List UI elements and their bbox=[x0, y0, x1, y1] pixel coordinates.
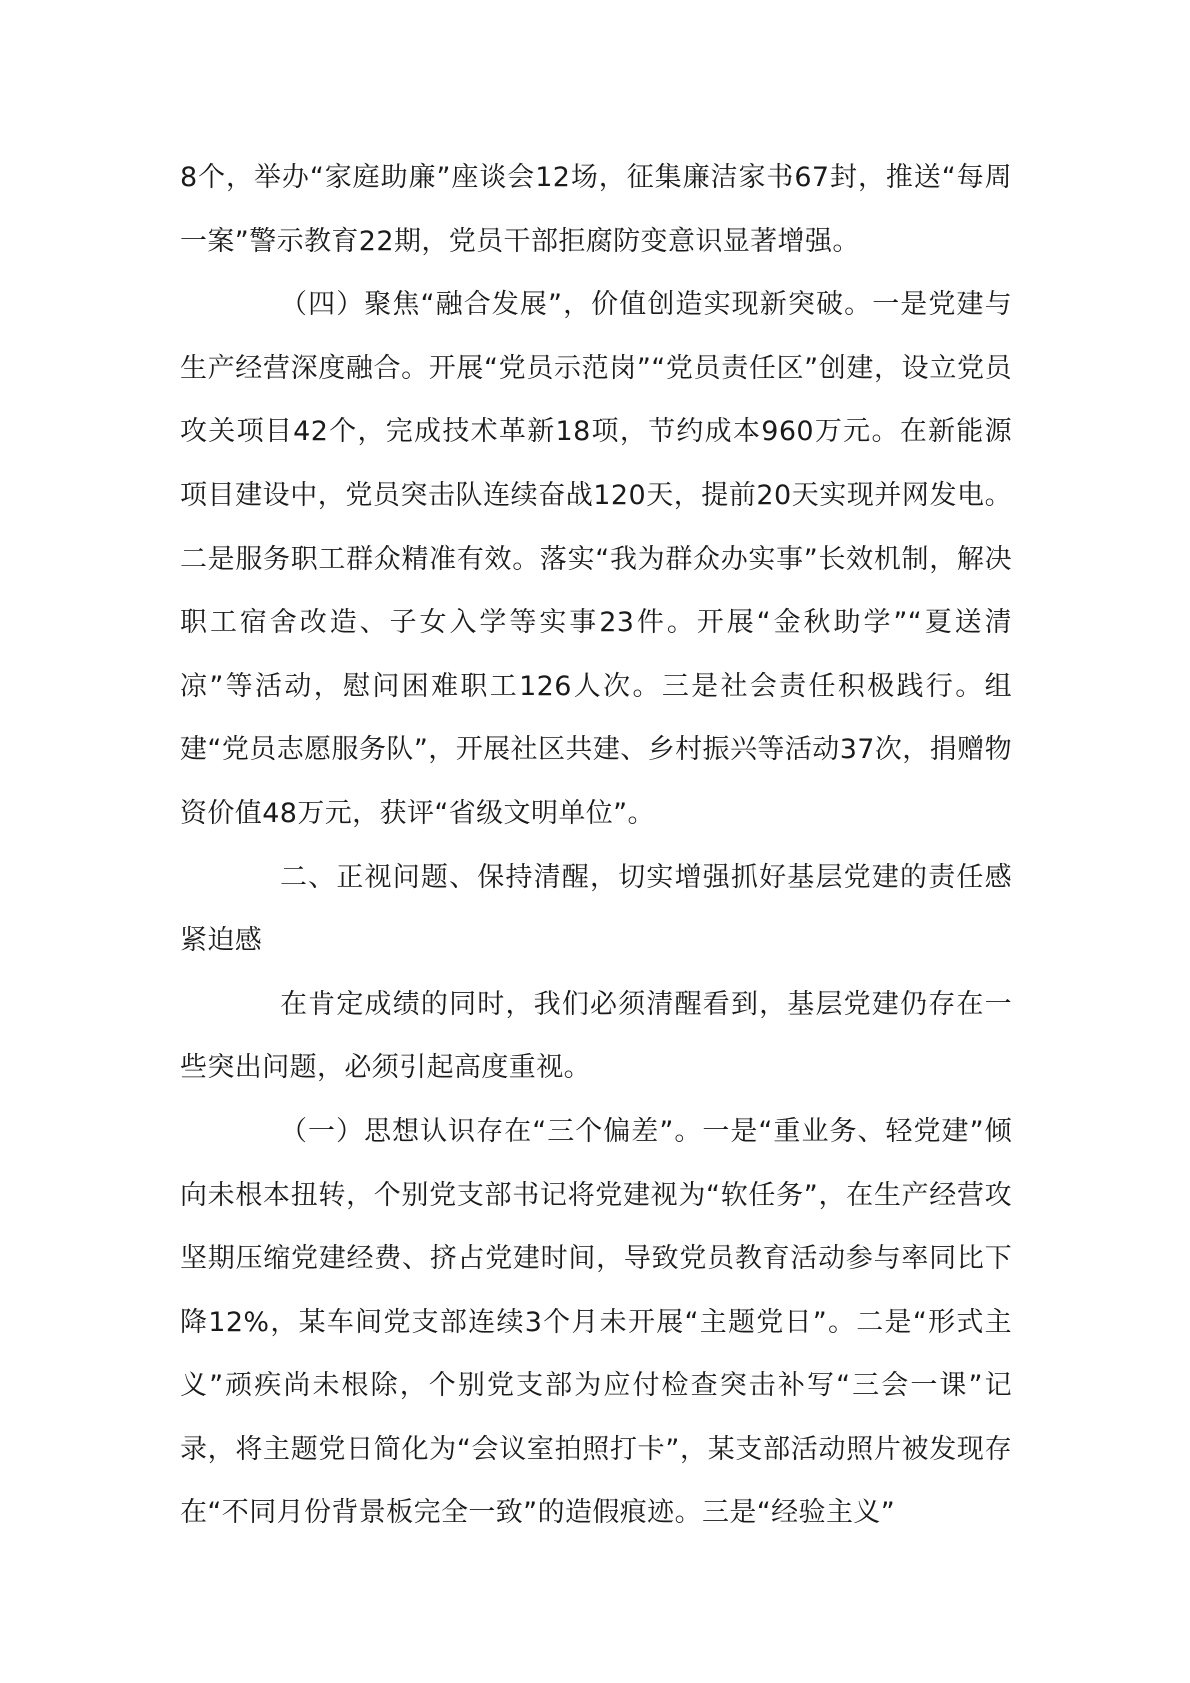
paragraph-subsection-one: （一）思想认识存在“三个偏差”。一是“重业务、轻党建”倾向未根本扭转，个别党支部书记将党建视为“软任务”，在生产经营攻坚期压缩党建经费、挤占党建时间，导致党员教育活动参与率同比下降12%，某车间党支部连续3个月未开展“主题党日”。二是“形式主义”顽疾尚未根除，个别党支部为应付检查突击补写“三会一课”记录，将主题党日简化为“会议室拍照打卡”，某支部活动照片被发现存在“不同月份背景板完全一致”的造假痕迹。三是“经验主义” bbox=[180, 1115, 1012, 1529]
paragraph-section-four: （四）聚焦“融合发展”，价值创造实现新突破。一是党建与生产经营深度融合。开展“党员示范岗”“党员责任区”创建，设立党员攻关项目42个，完成技术革新18项，节约成本960万元。在新能源项目建设中，党员突击队连续奋战120天，提前20天实现并网发电。二是服务职工群众精准有效。落实“我为群众办实事”长效机制，解决职工宿舍改造、子女入学等实事23件。开展“金秋助学”“夏送清凉”等活动，慰问困难职工126人次。三是社会责任积极践行。组建“党员志愿服务队”，开展社区共建、乡村振兴等活动37次，捐赠物资价值48万元，获评“省级文明单位”。 bbox=[180, 289, 1012, 829]
paragraph-continuation: 8个，举办“家庭助廉”座谈会12场，征集廉洁家书67封，推送“每周一案”警示教育22期，党员干部拒腐防变意识显著增强。 bbox=[180, 162, 1012, 257]
document-body bbox=[180, 146, 1012, 1545]
paragraph-intro: 在肯定成绩的同时，我们必须清醒看到，基层党建仍存在一些突出问题，必须引起高度重视。 bbox=[180, 988, 1012, 1084]
section-heading-two: 二、正视问题、保持清醒，切实增强抓好基层党建的责任感紧迫感 bbox=[180, 861, 1012, 957]
